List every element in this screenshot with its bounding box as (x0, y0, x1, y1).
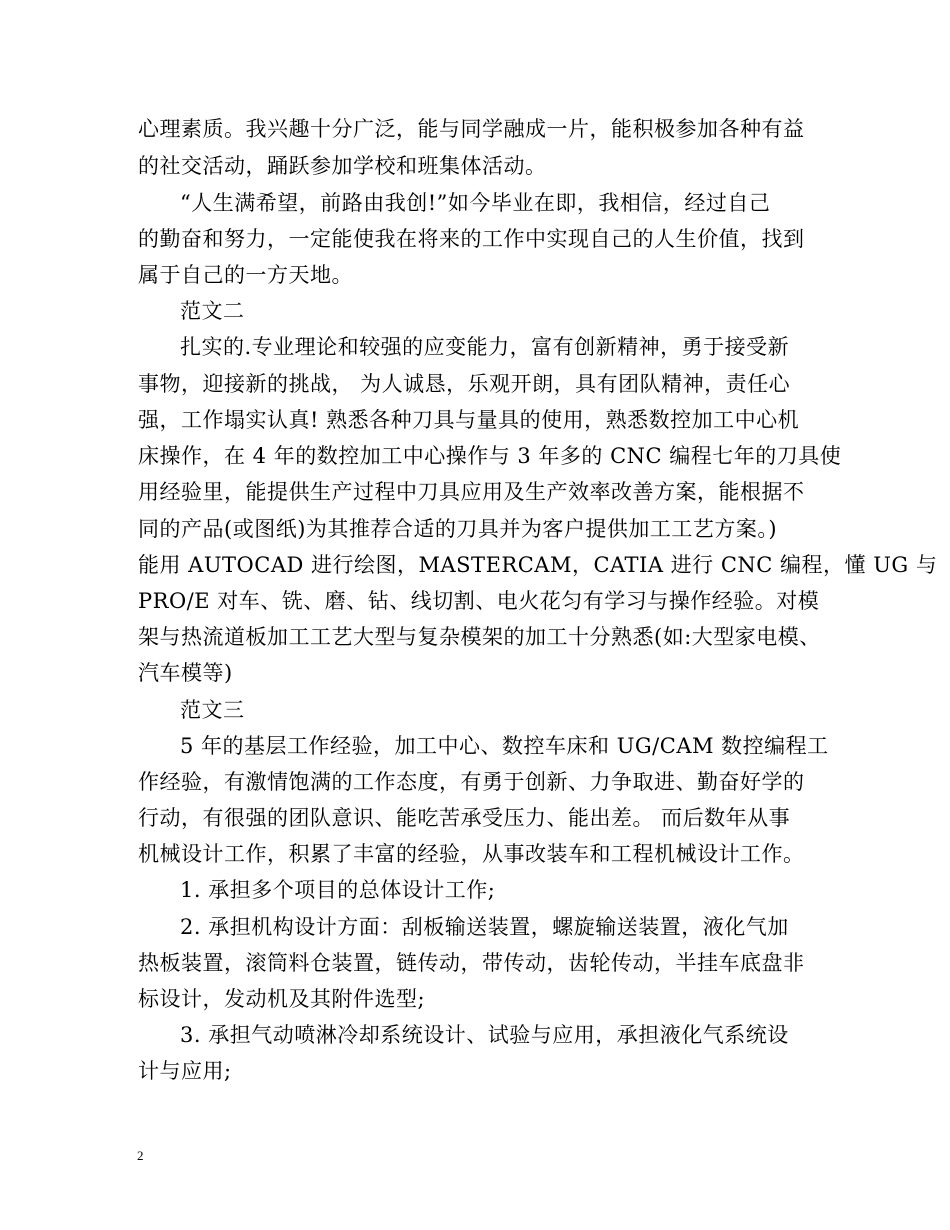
list-item: 1. 承担多个项目的总体设计工作; (180, 878, 496, 902)
list-item: 2. 承担机构设计方面：刮板输送装置，螺旋输送装置，液化气加 (180, 915, 789, 939)
text-line: 属于自己的一方天地。 (138, 263, 353, 287)
text-line: 强，工作塌实认真! 熟悉各种刀具与量具的使用，熟悉数控加工中心机 (138, 408, 800, 432)
text-line: 的社交活动，踊跃参加学校和班集体活动。 (138, 154, 547, 178)
text-line: 心理素质。我兴趣十分广泛，能与同学融成一片，能积极参加各种有益 (138, 117, 805, 141)
section-heading: 范文二 (180, 299, 245, 323)
text-line: 床操作，在 4 年的数控加工中心操作与 3 年多的 CNC 编程七年的刀具使 (138, 444, 842, 468)
text-line: 行动，有很强的团队意识、能吃苦承受压力、能出差。 而后数年从事 (138, 806, 791, 830)
section-heading: 范文三 (180, 698, 245, 722)
text-line: 计与应用; (138, 1059, 232, 1083)
text-line: 作经验，有激情饱满的工作态度，有勇于创新、力争取进、勤奋好学的 (138, 770, 805, 794)
text-line: 的勤奋和努力，一定能使我在将来的工作中实现自己的人生价值，找到 (138, 227, 805, 251)
text-line: 事物，迎接新的挑战， 为人诚恳，乐观开朗，具有团队精神，责任心 (138, 372, 791, 396)
text-line: 标设计，发动机及其附件选型; (138, 987, 426, 1011)
text-line: 能用 AUTOCAD 进行绘图，MASTERCAM，CATIA 进行 CNC 编程，懂 UG 与 (138, 553, 938, 577)
text-line: 5 年的基层工作经验，加工中心、数控车床和 UG/CAM 数控编程工 (180, 734, 829, 758)
text-line: 汽车模等) (138, 661, 233, 685)
text-line: 同的产品(或图纸)为其推荐合适的刀具并为客户提供加工工艺方案。) (138, 517, 778, 541)
text-line: 架与热流道板加工工艺大型与复杂模架的加工十分熟悉(如:大型家电模、 (138, 625, 821, 649)
text-line: 机械设计工作，积累了丰富的经验，从事改装车和工程机械设计工作。 (138, 842, 805, 866)
text-line: 热板装置，滚筒料仓装置，链传动，带传动，齿轮传动，半挂车底盘非 (138, 951, 805, 975)
text-line: “人生满希望，前路由我创!”如今毕业在即，我相信，经过自己 (180, 191, 771, 215)
text-line: 扎实的.专业理论和较强的应变能力，富有创新精神，勇于接受新 (180, 335, 790, 359)
text-line: PRO/E 对车、铣、磨、钻、线切割、电火花匀有学习与操作经验。对模 (138, 589, 820, 613)
page-number: 2 (137, 1148, 144, 1163)
text-line: 用经验里，能提供生产过程中刀具应用及生产效率改善方案，能根据不 (138, 480, 805, 504)
list-item: 3. 承担气动喷淋冷却系统设计、试验与应用，承担液化气系统设 (180, 1023, 789, 1047)
